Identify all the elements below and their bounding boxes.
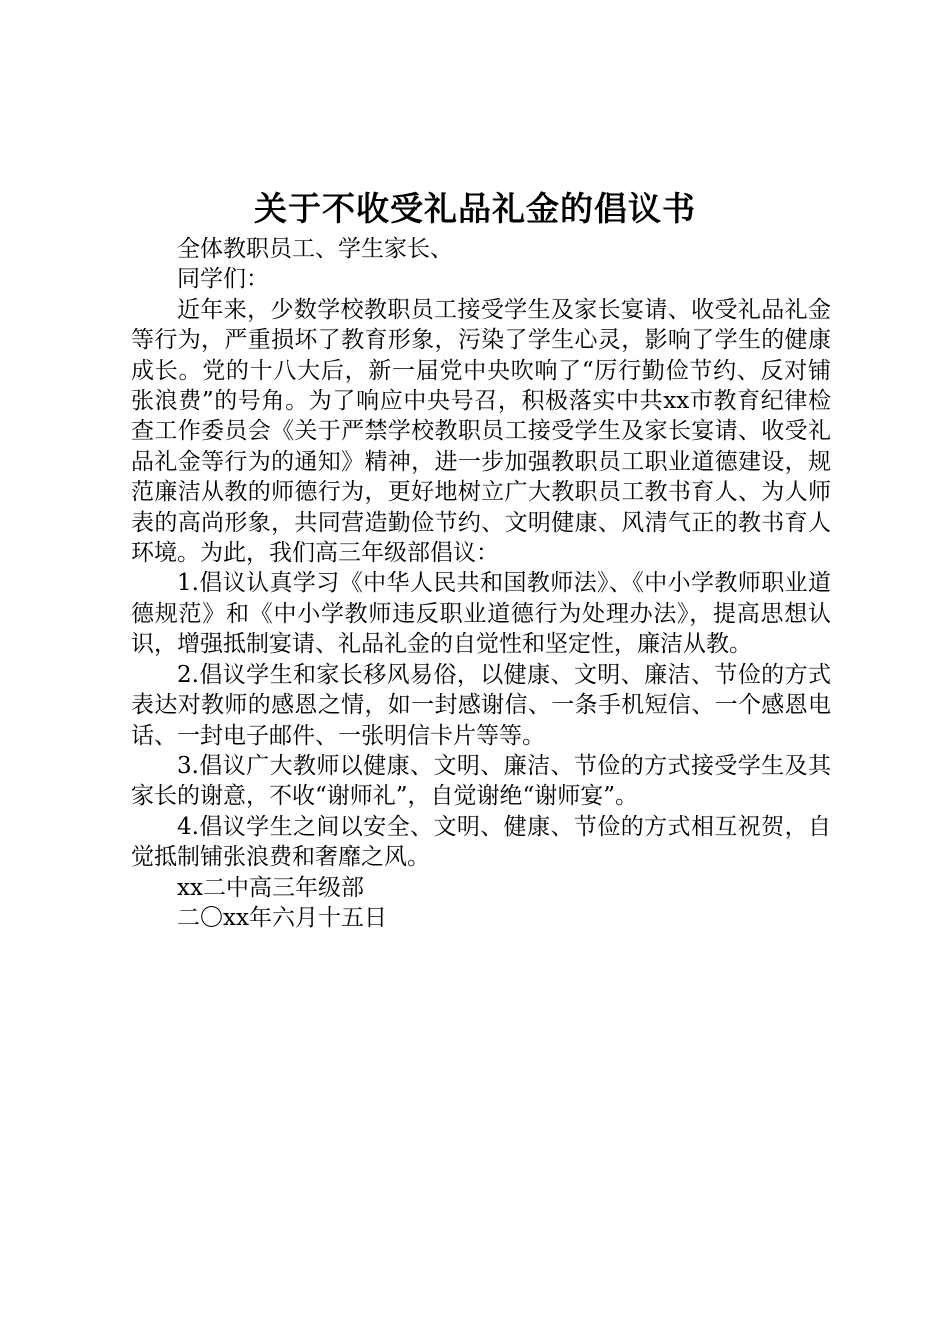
paragraph-item-3: 3.倡议广大教师以健康、文明、廉洁、节俭的方式接受学生及其家长的谢意，不收“谢师礼”，自觉谢绝“谢师宴”。	[131, 752, 831, 810]
document-body	[131, 234, 831, 933]
salutation-line-2: 同学们：	[177, 266, 269, 293]
date: 二〇xx年六月十五日	[177, 904, 387, 931]
document-title: 关于不收受礼品礼金的倡议书	[254, 189, 696, 228]
paragraph-intro: 近年来，少数学校教职员工接受学生及家长宴请、收受礼品礼金等行为，严重损坏了教育形象，污染了学生心灵，影响了学生的健康成长。党的十八大后，新一届党中央吹响了“厉行勤俭节约、反对铺张浪费”的号角。为了响应中央号召，积极落实中共xx市教育纪律检查工作委员会《关于严禁学校教职员工接受学生及家长宴请、收受礼品礼金等行为的通知》精神，进一步加强教职员工职业道德建设，规范廉洁从教的师德行为，更好地树立广大教职员工教书育人、为人师表的高尚形象，共同营造勤俭节约、文明健康、风清气正的教书育人环境。为此，我们高三年级部倡议：	[131, 296, 831, 567]
paragraph-item-2: 2.倡议学生和家长移风易俗，以健康、文明、廉洁、节俭的方式表达对教师的感恩之情，如一封感谢信、一条手机短信、一个感恩电话、一封电子邮件、一张明信卡片等等。	[131, 661, 831, 749]
signature: xx二中高三年级部	[177, 874, 364, 901]
salutation-line-1: 全体教职员工、学生家长、	[177, 236, 453, 262]
paragraph-item-1: 1.倡议认真学习《中华人民共和国教师法》、《中小学教师职业道德规范》和《中小学教师违反职业道德行为处理办法》，提高思想认识，增强抵制宴请、礼品礼金的自觉性和坚定性，廉洁从教。	[131, 570, 831, 658]
paragraph-item-4: 4.倡议学生之间以安全、文明、健康、节俭的方式相互祝贺，自觉抵制铺张浪费和奢靡之风。	[131, 813, 831, 871]
